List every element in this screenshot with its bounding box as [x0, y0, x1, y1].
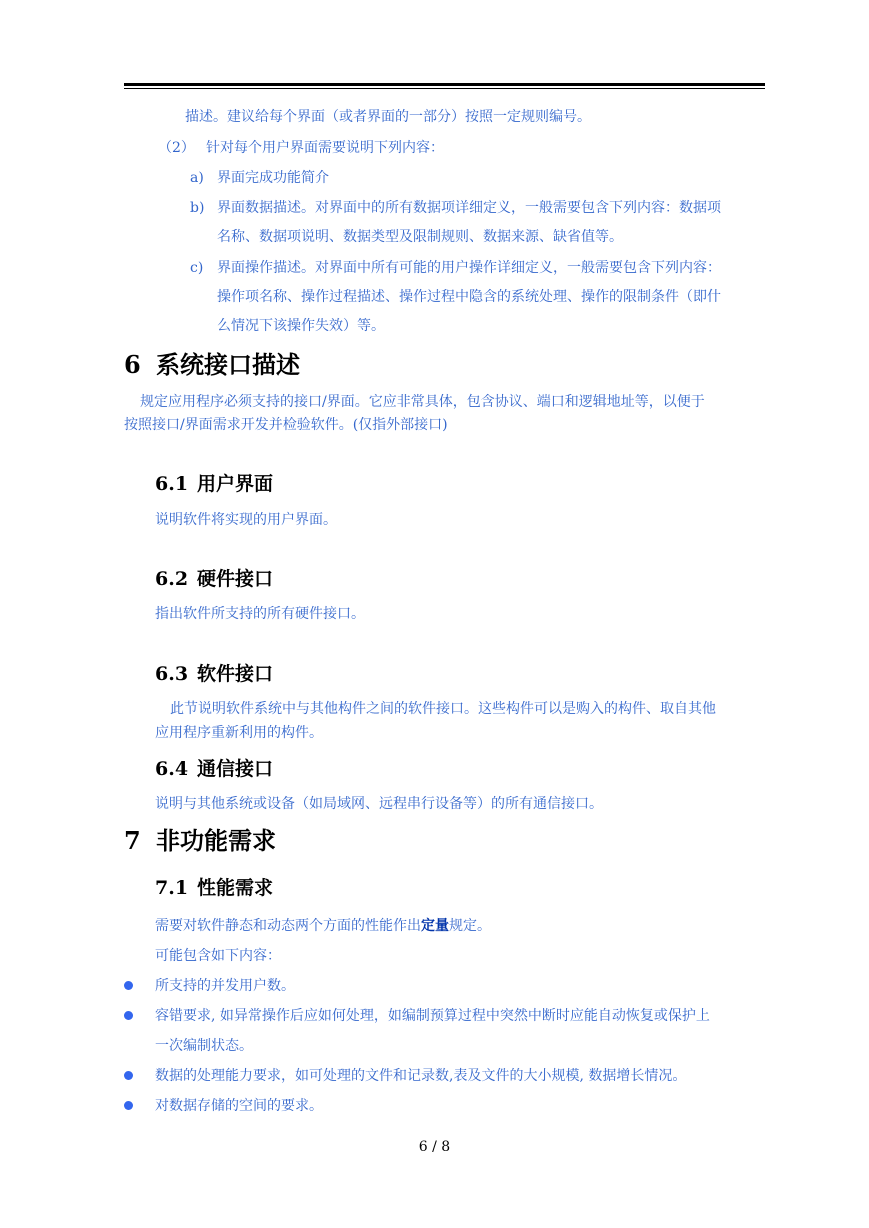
bullet-icon	[124, 1071, 133, 1080]
subsection-number: 6.4	[155, 758, 189, 780]
list-number: （2）	[158, 140, 195, 156]
subsection-heading	[155, 567, 273, 591]
list-item-text: 所支持的并发用户数。	[155, 978, 295, 994]
subsection-heading	[155, 757, 273, 781]
list-item-text: 一次编制状态。	[155, 1038, 253, 1054]
bullet-icon	[124, 1011, 133, 1020]
list-item-text: 对数据存储的空间的要求。	[155, 1098, 323, 1114]
text-run: 需要对软件静态和动态两个方面的性能作出	[155, 918, 421, 934]
text-run: 规定。	[449, 918, 491, 934]
subsection-title: 软件接口	[197, 663, 274, 685]
paragraph-line: 指出软件所支持的所有硬件接口。	[155, 606, 365, 622]
emphasized-term: 定量	[421, 918, 449, 934]
list-item-text: 数据的处理能力要求，如可处理的文件和记录数,表及文件的大小规模, 数据增长情况。	[155, 1068, 687, 1084]
subsection-heading	[155, 472, 273, 496]
list-item-text: 界面完成功能简介	[217, 170, 329, 186]
list-item-text: 界面数据描述。对界面中的所有数据项详细定义，一般需要包含下列内容：数据项	[217, 200, 721, 216]
subsection-title: 通信接口	[197, 758, 274, 780]
paragraph-line: 说明软件将实现的用户界面。	[155, 512, 337, 528]
bullet-icon	[124, 981, 133, 990]
paragraph-line: 应用程序重新利用的构件。	[155, 725, 323, 741]
subsection-number: 6.2	[155, 568, 189, 590]
paragraph-line: 说明与其他系统或设备（如局域网、远程串行设备等）的所有通信接口。	[155, 796, 603, 812]
list-item-text: 容错要求, 如异常操作后应如何处理，如编制预算过程中突然中断时应能自动恢复或保护上	[155, 1008, 710, 1024]
header-rule-thin	[124, 88, 765, 89]
paragraph-line	[155, 917, 491, 935]
section-number: 6	[124, 350, 141, 379]
paragraph-line: 此节说明软件系统中与其他构件之间的软件接口。这些构件可以是购入的构件、取自其他	[170, 701, 716, 717]
paragraph-line: 可能包含如下内容：	[155, 948, 281, 964]
section-number: 7	[124, 826, 141, 855]
list-marker: c)	[190, 260, 204, 276]
subsection-number: 6.1	[155, 473, 189, 495]
paragraph-line: 按照接口/界面需求开发并检验软件。(仅指外部接口)	[124, 417, 448, 433]
list-item-text: 操作项名称、操作过程描述、操作过程中隐含的系统处理、操作的限制条件（即什	[217, 289, 721, 305]
subsection-heading	[155, 876, 273, 900]
subsection-heading	[155, 662, 273, 686]
header-rule-thick	[124, 83, 765, 86]
section-heading	[124, 826, 276, 856]
section-title: 系统接口描述	[156, 350, 300, 379]
subsection-title: 用户界面	[197, 473, 274, 495]
list-item-text: 名称、数据项说明、数据类型及限制规则、数据来源、缺省值等。	[217, 229, 623, 245]
subsection-number: 6.3	[155, 663, 189, 685]
subsection-title: 硬件接口	[197, 568, 274, 590]
section-heading	[124, 350, 300, 380]
list-marker: b)	[190, 200, 205, 216]
page-number: 6 / 8	[418, 1139, 451, 1155]
list-marker: a)	[190, 170, 204, 186]
bullet-icon	[124, 1101, 133, 1110]
section-title: 非功能需求	[156, 826, 276, 855]
paragraph-line: 规定应用程序必须支持的接口/界面。它应非常具体，包含协议、端口和逻辑地址等，以便于	[140, 394, 705, 410]
subsection-number: 7.1	[155, 877, 189, 899]
subsection-title: 性能需求	[197, 877, 274, 899]
paragraph-line: 针对每个用户界面需要说明下列内容：	[206, 140, 444, 156]
list-item-text: 么情况下该操作失效）等。	[217, 318, 385, 334]
list-item-text: 界面操作描述。对界面中所有可能的用户操作详细定义，一般需要包含下列内容：	[217, 260, 721, 276]
paragraph-line: 描述。建议给每个界面（或者界面的一部分）按照一定规则编号。	[185, 109, 591, 125]
